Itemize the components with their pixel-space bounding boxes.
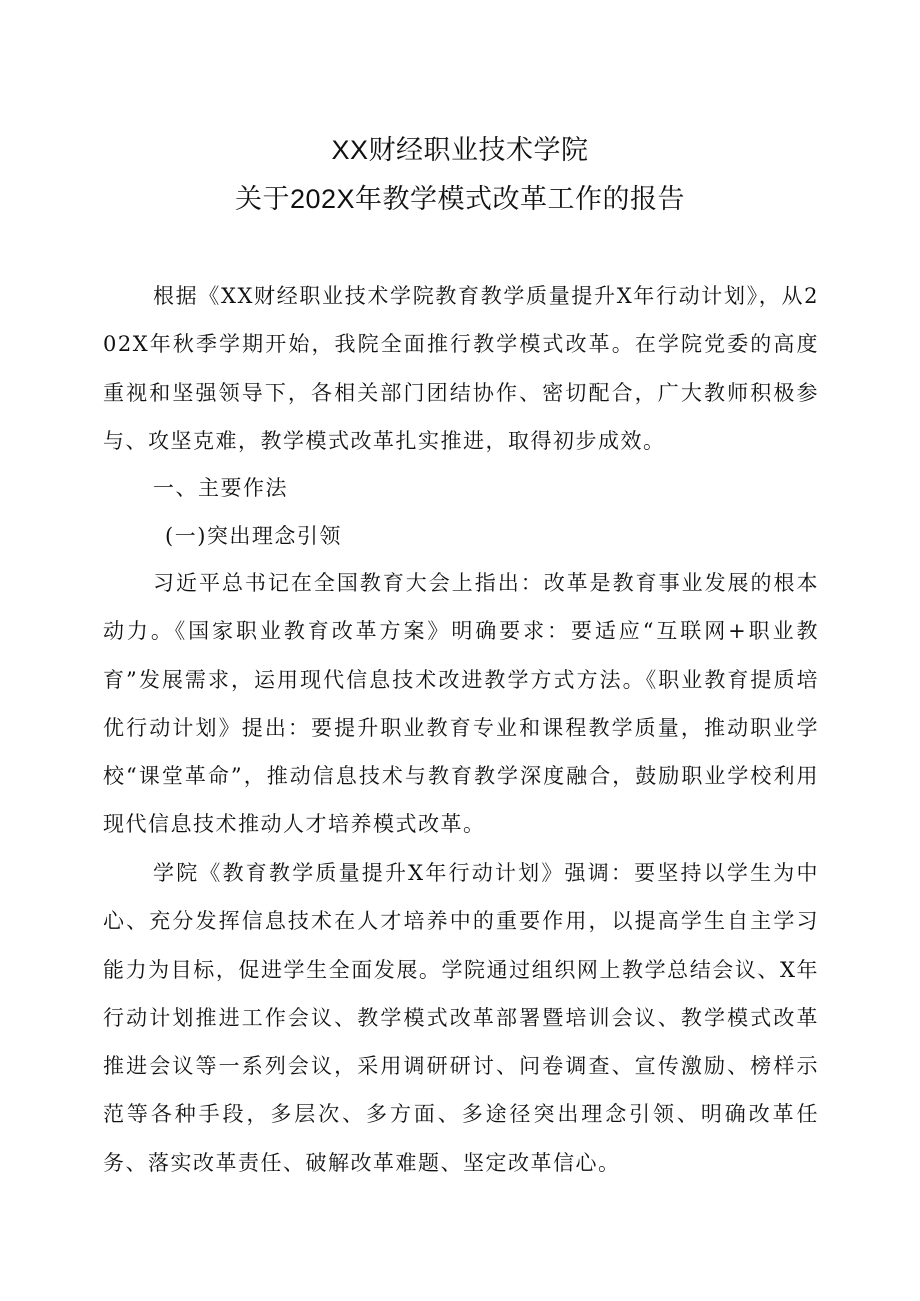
subsection-heading-concept-guidance: (一)突出理念引领 [165, 524, 342, 548]
section-heading-main-practices: 一、主要作法 [153, 476, 288, 500]
paragraph-policy-background: 习近平总书记在全国教育大会上指出：改革是教育事业发展的根本动力。《国家职业教育改革方案》明确要求：要适应“互联网+职业教育”发展需求，运用现代信息技术改进教学方式方法。《职业教育提质培优行动计划》提出：要提升职业教育专业和课程教学质量，推动职业学校“课堂革命”，推动信息技术与教育教学深度融合，鼓励职业学校利用现代信息技术推动人才培养模式改革。 [103, 571, 819, 837]
document-title-line2: 关于202X年教学模式改革工作的报告 [234, 184, 686, 214]
document-title-line1: XX财经职业技术学院 [331, 135, 589, 165]
paragraph-intro: 根据《XX财经职业技术学院教育教学质量提升X年行动计划》，从202X年秋季学期开始，我院全面推行教学模式改革。在学院党委的高度重视和坚强领导下，各相关部门团结协作、密切配合，广大教师积极参与、攻坚克难，教学模式改革扎实推进，取得初步成效。 [103, 284, 819, 453]
paragraph-college-actions: 学院《教育教学质量提升X年行动计划》强调：要坚持以学生为中心、充分发挥信息技术在人才培养中的重要作用，以提高学生自主学习能力为目标，促进学生全面发展。学院通过组织网上教学总结会议、X年行动计划推进工作会议、教学模式改革部署暨培训会议、教学模式改革推进会议等一系列会议，采用调研研讨、问卷调查、宣传激励、榜样示范等各种手段，多层次、多方面、多途径突出理念引领、明确改革任务、落实改革责任、破解改革难题、坚定改革信心。 [103, 861, 819, 1175]
